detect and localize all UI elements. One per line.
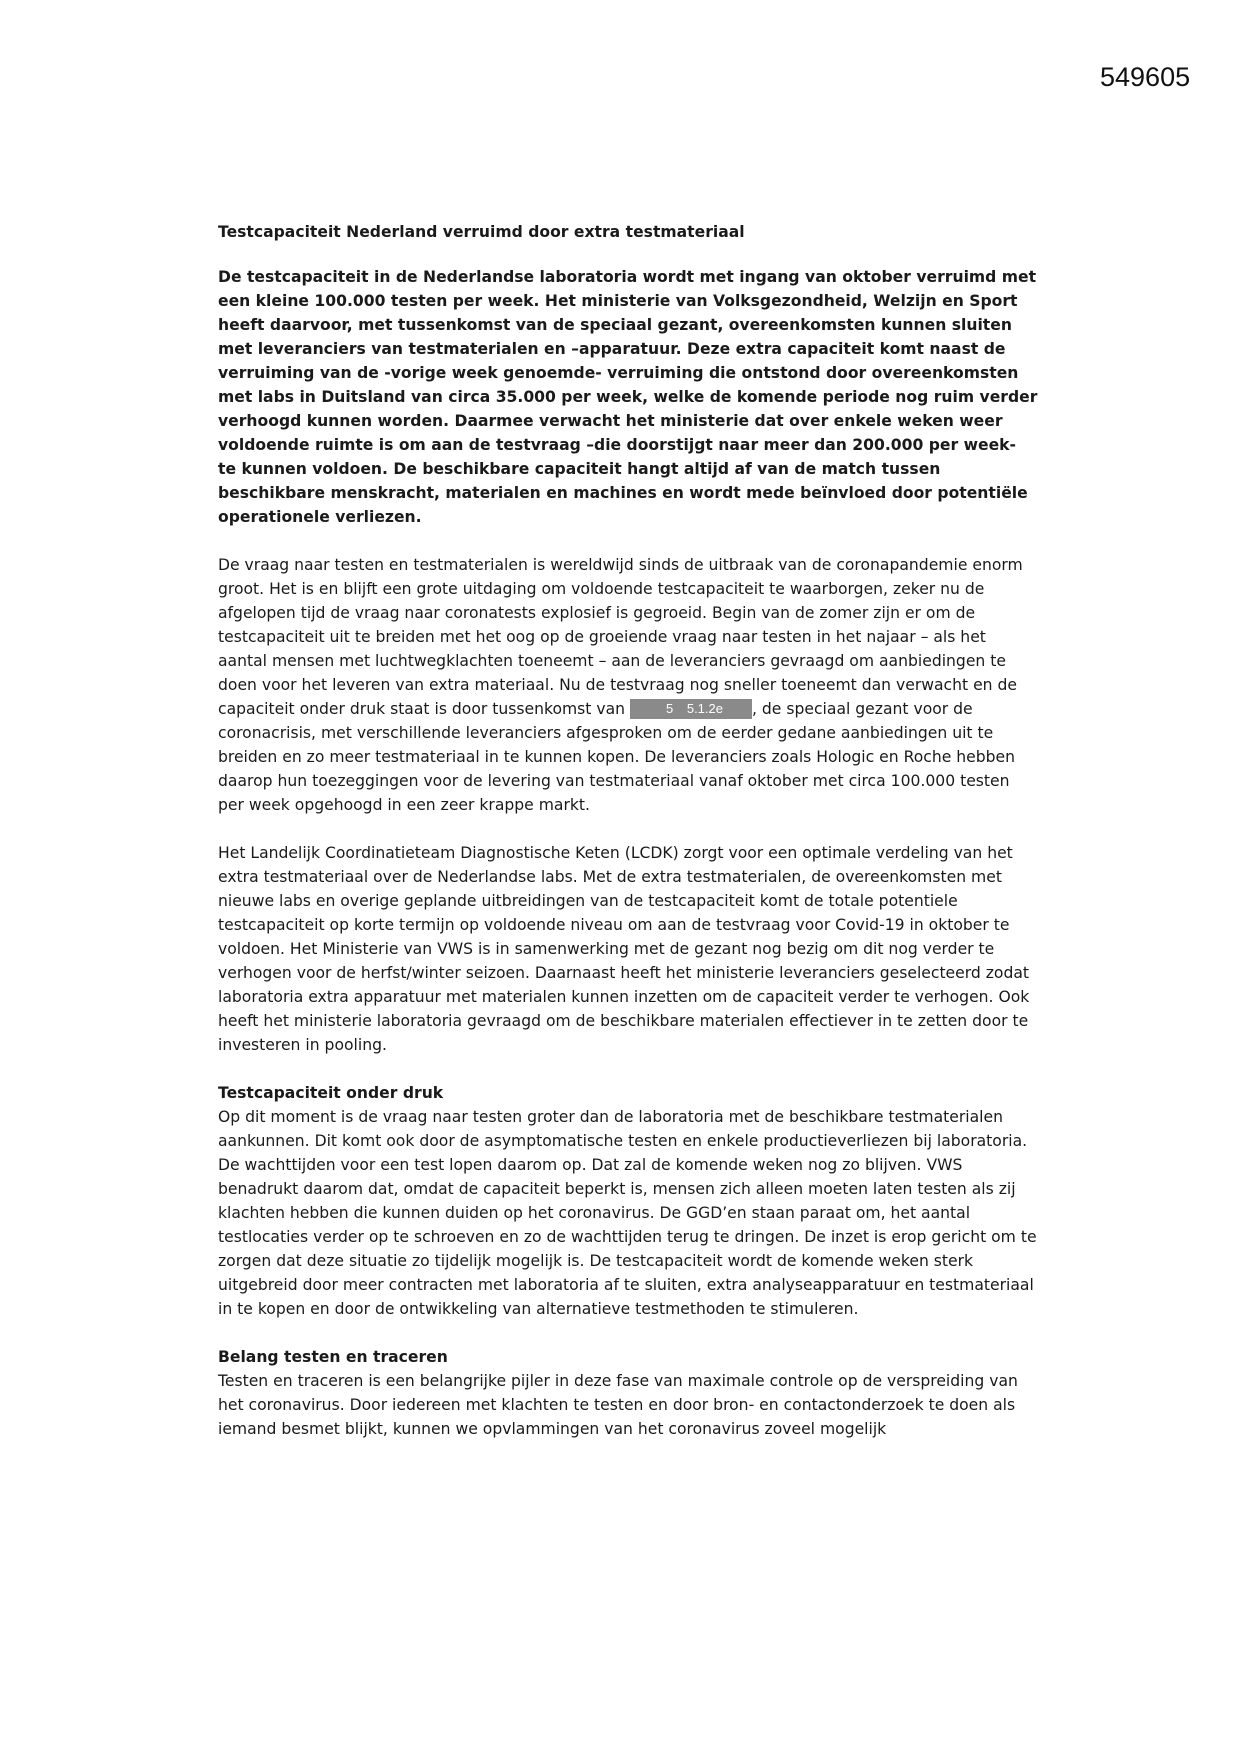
paragraph-text: De vraag naar testen en testmaterialen is wereldwijd sinds de uitbraak van de coronapandemie enorm groot. Het is en blijft een grote uitdaging om voldoende testcapaciteit te waarborgen, zeker nu de afgelopen tijd de vraag naar coronatests explosief is gegroeid. Begin van de zomer zijn er om de testcapaciteit uit te breiden met het oog op de groeiende vraag naar testen in het najaar – als het aantal mensen met luchtwegklachten toeneemt – aan de leveranciers gevraagd om aanbiedingen te doen voor het leveren van extra materiaal. Nu de testvraag nog sneller toeneemt dan verwacht en de capaciteit onder druk staat is door tussenkomst van	[218, 556, 1023, 718]
section-body: Testen en traceren is een belangrijke pijler in deze fase van maximale controle op de verspreiding van het coronavirus. Door iedereen met klachten te testen en door bron- en contactonderzoek te doen als iemand besmet blijkt, kunnen we opvlammingen van het coronavirus zoveel mogelijk	[218, 1372, 1018, 1438]
document-title: Testcapaciteit Nederland verruimd door extra testmateriaal	[218, 223, 745, 241]
lead-paragraph: De testcapaciteit in de Nederlandse laboratoria wordt met ingang van oktober verruimd met een kleine 100.000 testen per week. Het ministerie van Volksgezondheid, Welzijn en Sport heeft daarvoor, met tussenkomst van de speciaal gezant, overeenkomsten kunnen sluiten met leveranciers van testmaterialen en –apparatuur. Deze extra capaciteit komt naast de verruiming van de -vorige week genoemde- verruiming die ontstond door overeenkomsten met labs in Duitsland van circa 35.000 per week, welke de komende periode nog ruim verder verhoogd kunnen worden. Daarmee verwacht het ministerie dat over enkele weken weer voldoende ruimte is om aan de testvraag –die doorstijgt naar meer dan 200.000 per week- te kunnen voldoen. De beschikbare capaciteit hangt altijd af van de match tussen beschikbare menskracht, materialen en machines en wordt mede beïnvloed door potentiële operationele verliezen.	[218, 268, 1038, 526]
section-heading: Belang testen en traceren	[218, 1348, 448, 1366]
redaction-box: 5 5.1.2e	[630, 699, 752, 719]
section-body: Op dit moment is de vraag naar testen groter dan de laboratoria met de beschikbare testmaterialen aankunnen. Dit komt ook door de asymptomatische testen en enkele productieverliezen bij laboratoria. De wachttijden voor een test lopen daarom op. Dat zal de komende weken nog zo blijven. VWS benadrukt daarom dat, omdat de capaciteit beperkt is, mensen zich alleen moeten laten testen als zij klachten hebben die kunnen duiden op het coronavirus. De GGD’en staan paraat om, het aantal testlocaties verder op te schroeven en zo de wachttijden terug te dringen. De inzet is erop gericht om te zorgen dat deze situatie zo tijdelijk mogelijk is. De testcapaciteit wordt de komende weken sterk uitgebreid door meer contracten met laboratoria af te sluiten, extra analyseapparatuur en testmateriaal in te kopen en door de ontwikkeling van alternatieve testmethoden te stimuleren.	[218, 1108, 1037, 1318]
document-number: 549605	[1100, 62, 1191, 92]
document-body	[218, 220, 1038, 1465]
paragraph-text: , de speciaal gezant voor de coronacrisis, met verschillende leveranciers afgesproken om de eerder gedane aanbiedingen uit te breiden en zo meer testmateriaal in te kunnen kopen. De leveranciers zoals Hologic en Roche hebben daarop hun toezeggingen voor de levering van testmateriaal vanaf oktober met circa 100.000 testen per week opgehoogd in een zeer krappe markt.	[218, 700, 1016, 814]
section-heading: Testcapaciteit onder druk	[218, 1084, 444, 1102]
paragraph-lcdk: Het Landelijk Coordinatieteam Diagnostische Keten (LCDK) zorgt voor een optimale verdeling van het extra testmateriaal over de Nederlandse labs. Met de extra testmaterialen, de overeenkomsten met nieuwe labs en overige geplande uitbreidingen van de testcapaciteit komt de totale potentiele testcapaciteit op korte termijn op voldoende niveau om aan de testvraag voor Covid-19 in oktober te voldoen. Het Ministerie van VWS is in samenwerking met de gezant nog bezig om dit nog verder te verhogen voor de herfst/winter seizoen. Daarnaast heeft het ministerie leveranciers geselecteerd zodat laboratoria extra apparatuur met materialen kunnen inzetten om de capaciteit verder te verhogen. Ook heeft het ministerie laboratoria gevraagd om de beschikbare materialen effectiever in te zetten door te investeren in pooling.	[218, 844, 1030, 1054]
paragraph-supply	[218, 553, 1038, 817]
